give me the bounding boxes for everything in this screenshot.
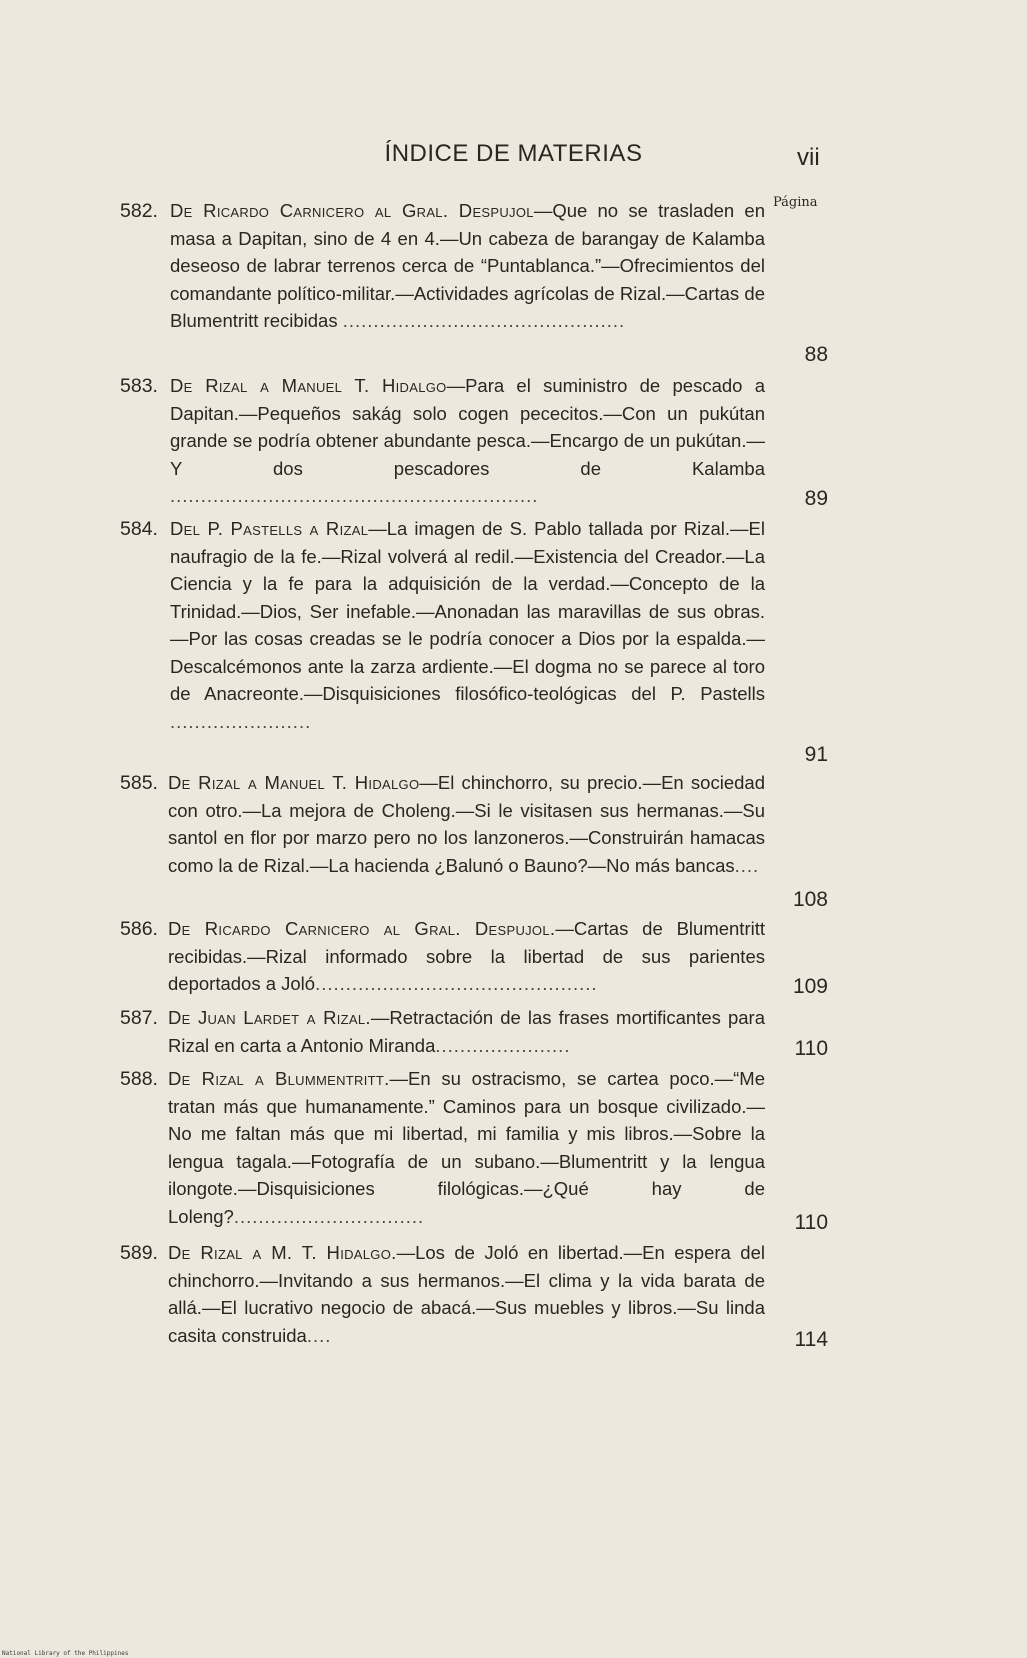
library-credit: National Library of the Philippines (2, 1650, 129, 1657)
entry-number: 582. (120, 200, 158, 222)
entry-heading: De Rizal a Blummentritt. (168, 1068, 390, 1089)
entry-number: 588. (120, 1068, 158, 1090)
leader-dots: .............................................. (342, 310, 626, 331)
entry-number: 587. (120, 1007, 158, 1029)
running-title: ÍNDICE DE MATERIAS (384, 140, 643, 167)
entry-body (168, 1065, 765, 1230)
pagina-column-label: Página (773, 195, 818, 210)
entry-page-number: 110 (794, 1211, 828, 1234)
entry-body (170, 515, 765, 735)
entry-body (168, 915, 765, 998)
entry-page-number: 108 (792, 888, 828, 911)
entry-text: —Que no se trasladen en masa a Dapitan, sino de 4 en 4.—Un cabeza de barangay de Kalamba deseoso de labrar terrenos cerca de “Puntablanca.”—Ofrecimientos del comandante político-militar.—Actividades agrícolas de Rizal.—Cartas de Blumentritt recibidas (170, 200, 765, 331)
leader-dots: .... (734, 854, 760, 876)
entry-body (170, 372, 765, 510)
entry-page-number: 91 (804, 743, 828, 766)
entry-text: —Cartas de Blumentritt recibidas.—Rizal informado sobre la libertad de sus parientes deportados a Joló (168, 918, 766, 994)
entry-number: 589. (120, 1242, 158, 1264)
entry-body (168, 1004, 765, 1059)
entry-heading: De Rizal a M. T. Hidalgo. (168, 1242, 397, 1263)
leader-dots: .............................................. (315, 973, 598, 994)
entry-number: 583. (120, 375, 158, 397)
entry-body (168, 769, 765, 879)
leader-dots: ....................... (170, 710, 312, 732)
entry-page-number: 88 (804, 343, 828, 366)
leader-dots: ............................... (233, 1205, 425, 1227)
entry-page-number: 109 (792, 975, 828, 998)
entry-heading: Del P. Pastells a Rizal (170, 518, 369, 539)
leader-dots: ...................... (435, 1034, 571, 1056)
entry-heading: De Juan Lardet a Rizal. (168, 1007, 371, 1028)
page-folio: vii (797, 144, 820, 171)
entry-number: 586. (120, 918, 158, 940)
entry-text: —Para el suministro de pescado a Dapitan.—Pequeños sakág solo cogen pececitos.—Con un pukútan grande se podría obtener abundante pesca.—Encargo de un pukútan.—Y dos pescadores de Kalamba (170, 375, 765, 479)
entry-body (168, 1239, 765, 1349)
leader-dots: ............................................................ (170, 485, 539, 506)
entry-text: —El chinchorro, su precio.—En sociedad con otro.—La mejora de Choleng.—Si le visitasen sus hermanas.—Su santol en flor por marzo pero no los lanzoneros.—Construirán hamacas como la de Rizal.—La hacienda ¿Balunó o Bauno?—No más bancas (168, 772, 765, 876)
entry-text: —En su ostracismo, se cartea poco.—“Me tratan más que humanamente.” Caminos para un bosque civilizado.—No me faltan más que mi libertad, mi familia y mis libros.—Sobre la lengua tagala.—Fotografía de un subano.—Blumentritt y la lengua ilongote.—Disquisiciones filológicas.—¿Qué hay de Loleng? (168, 1068, 765, 1227)
entry-text: —La imagen de S. Pablo tallada por Rizal.—El naufragio de la fe.—Rizal volverá al redil.—Existencia del Creador.—La Ciencia y la fe para la adquisición de la verdad.—Concepto de la Trinidad.—Dios, Ser inefable.—Anonadan las maravillas de sus obras.—Por las cosas creadas se le podría conocer a Dios por la espalda.—Descalcémonos ante la zarza ardiente.—El dogma no se parece al toro de Anacreonte.—Disquisiciones filosófico-teológicas del P. Pastells (170, 518, 765, 704)
entry-heading: De Rizal a Manuel T. Hidalgo (168, 772, 420, 793)
entry-heading: De Ricardo Carnicero al Gral. Despujol (170, 200, 534, 221)
entry-page-number: 114 (794, 1328, 828, 1351)
entry-heading: De Rizal a Manuel T. Hidalgo (170, 375, 447, 396)
entry-number: 585. (120, 772, 158, 794)
entry-heading: De Ricardo Carnicero al Gral. Despujol. (168, 918, 556, 939)
entry-text: —Los de Joló en libertad.—En espera del chinchorro.—Invitando a sus hermanos.—El clima y la vida barata de allá.—El lucrativo negocio de abacá.—Sus muebles y libros.—Su linda casita construida (168, 1242, 765, 1346)
leader-dots: .... (306, 1324, 332, 1346)
entry-text: —Retractación de las frases mortificantes para Rizal en carta a Antonio Miranda (168, 1007, 765, 1056)
entry-number: 584. (120, 518, 158, 540)
entry-body (170, 197, 765, 335)
entry-page-number: 89 (804, 487, 828, 510)
entry-page-number: 110 (794, 1037, 828, 1060)
